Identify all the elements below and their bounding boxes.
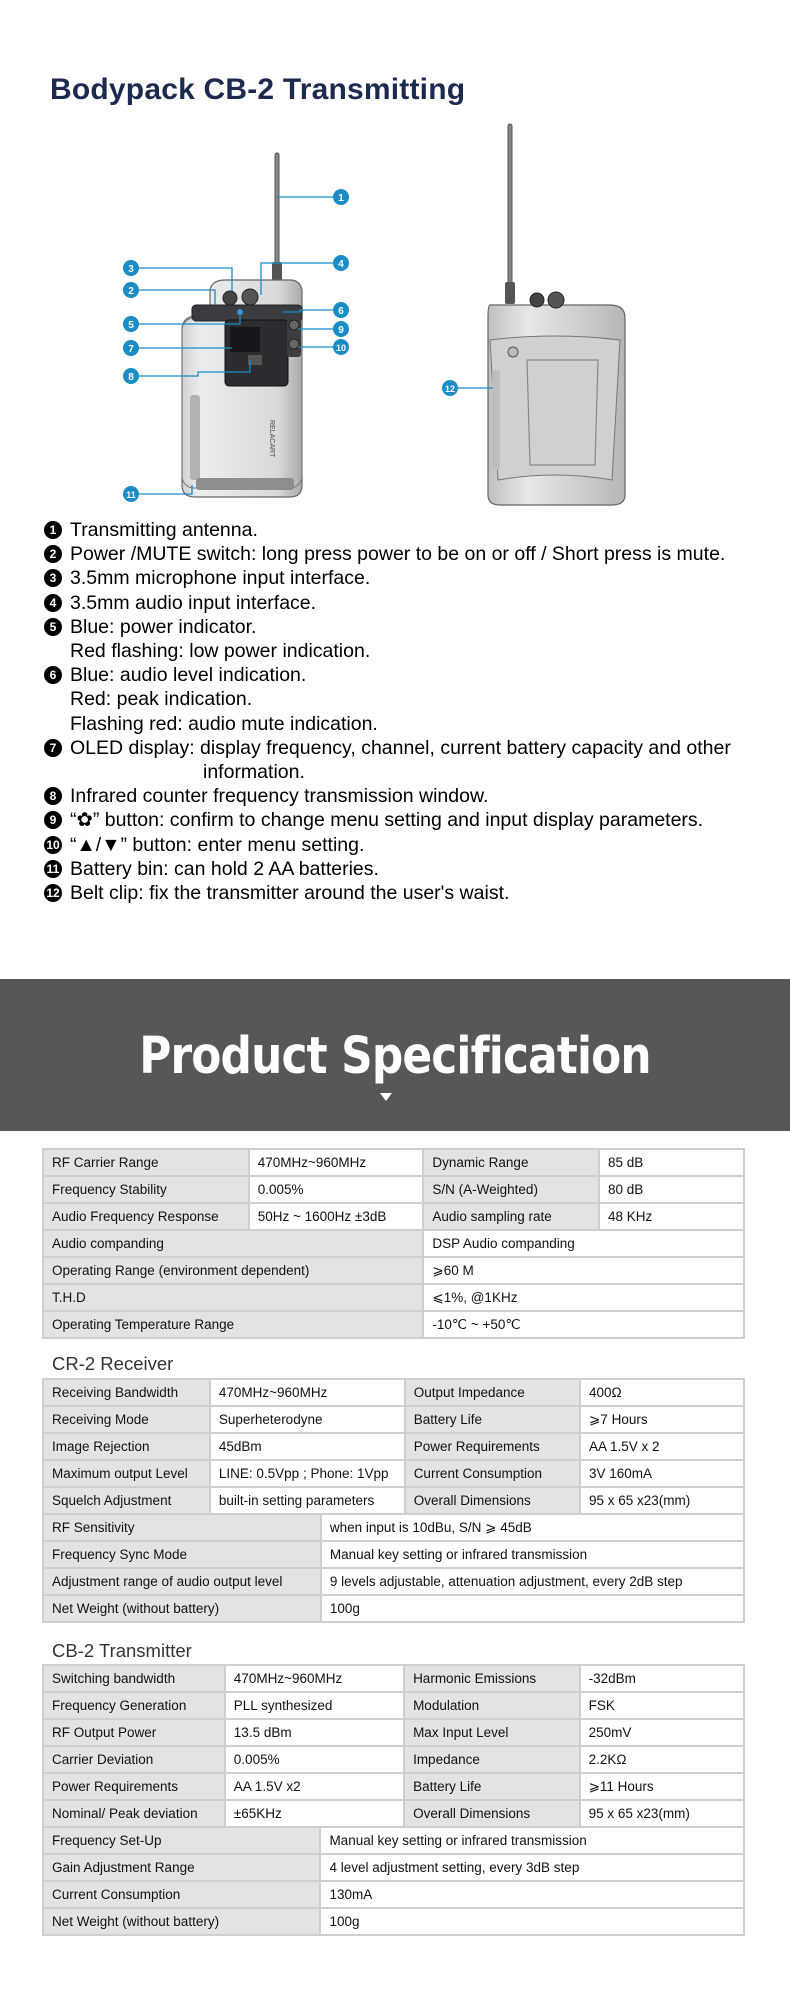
feature-item	[44, 591, 784, 615]
spec-value: ⩾7 Hours	[580, 1406, 744, 1433]
spec-row	[43, 1406, 744, 1433]
spec-row	[43, 1149, 744, 1176]
spec-row	[43, 1692, 744, 1719]
spec-label: Squelch Adjustment	[43, 1487, 210, 1514]
spec-row	[43, 1541, 744, 1568]
transmitter-section-title: CB-2 Transmitter	[52, 1640, 192, 1661]
callout-7	[123, 340, 139, 356]
transmitter-front-illustration	[182, 153, 302, 497]
spec-row	[43, 1568, 744, 1595]
feature-item	[44, 615, 784, 663]
spec-value: DSP Audio companding	[423, 1230, 744, 1257]
spec-label: Overall Dimensions	[404, 1800, 580, 1827]
feature-number-badge: 11	[44, 860, 62, 878]
spec-label: Audio companding	[43, 1230, 423, 1257]
spec-label: Impedance	[404, 1746, 580, 1773]
spec-label: Carrier Deviation	[43, 1746, 225, 1773]
feature-item	[44, 566, 784, 590]
feature-text: Red: peak indication.	[70, 688, 253, 711]
spec-label: Frequency Set-Up	[43, 1827, 320, 1854]
spec-value: 48 KHz	[599, 1203, 744, 1230]
spec-value: 95 x 65 x23(mm)	[580, 1800, 744, 1827]
feature-text: Transmitting antenna.	[70, 519, 258, 541]
spec-value: -10℃ ~ +50℃	[423, 1311, 744, 1338]
svg-text:10: 10	[335, 343, 347, 353]
spec-label: Operating Temperature Range	[43, 1311, 423, 1338]
spec-row	[43, 1719, 744, 1746]
spec-label: RF Sensitivity	[43, 1514, 321, 1541]
spec-value: 95 x 65 x23(mm)	[580, 1487, 744, 1514]
callout-5	[123, 316, 139, 332]
svg-text:9: 9	[338, 325, 344, 336]
spec-value: PLL synthesized	[225, 1692, 404, 1719]
svg-text:7: 7	[128, 344, 134, 355]
feature-item	[44, 663, 784, 736]
svg-text:4: 4	[338, 259, 344, 270]
spec-row	[43, 1800, 744, 1827]
feature-text: Blue: power indicator.	[70, 615, 257, 638]
spec-label: Adjustment range of audio output level	[43, 1568, 321, 1595]
spec-row	[43, 1203, 744, 1230]
feature-text: 3.5mm audio input interface.	[70, 591, 317, 614]
spec-value: Manual key setting or infrared transmission	[321, 1541, 744, 1568]
spec-value: AA 1.5V x2	[225, 1773, 404, 1800]
down-arrow-icon	[379, 1092, 393, 1102]
spec-value: 100g	[320, 1908, 744, 1935]
spec-value: 470MHz~960MHz	[210, 1379, 405, 1406]
spec-label: Power Requirements	[405, 1433, 580, 1460]
transmitter-spec-table	[42, 1664, 745, 1936]
spec-label: Net Weight (without battery)	[43, 1595, 321, 1622]
callout-9	[333, 321, 349, 337]
spec-value: 100g	[321, 1595, 744, 1622]
spec-label: Nominal/ Peak deviation	[43, 1800, 225, 1827]
callout-12	[442, 380, 458, 396]
spec-label: Max Input Level	[404, 1719, 580, 1746]
callout-2	[123, 282, 139, 298]
spec-label: Image Rejection	[43, 1433, 210, 1460]
spec-value: FSK	[580, 1692, 744, 1719]
spec-label: Maximum output Level	[43, 1460, 210, 1487]
feature-text: Blue: audio level indication.	[70, 664, 307, 687]
feature-number-badge: 5	[44, 618, 62, 636]
spec-row	[43, 1854, 744, 1881]
spec-label: RF Output Power	[43, 1719, 225, 1746]
spec-banner	[0, 979, 790, 1131]
callout-3	[123, 260, 139, 276]
spec-value: AA 1.5V x 2	[580, 1433, 744, 1460]
spec-value: -32dBm	[580, 1665, 744, 1692]
svg-text:8: 8	[128, 372, 134, 383]
spec-label: Frequency Sync Mode	[43, 1541, 321, 1568]
spec-value: built-in setting parameters	[210, 1487, 405, 1514]
spec-row	[43, 1665, 744, 1692]
spec-label: Audio Frequency Response	[43, 1203, 249, 1230]
spec-row	[43, 1487, 744, 1514]
svg-text:11: 11	[126, 490, 136, 500]
callout-4	[333, 255, 349, 271]
spec-value: 470MHz~960MHz	[249, 1149, 424, 1176]
feature-text: Red flashing: low power indication.	[70, 640, 371, 663]
spec-row	[43, 1595, 744, 1622]
spec-value: 3V 160mA	[580, 1460, 744, 1487]
spec-value: Manual key setting or infrared transmission	[320, 1827, 744, 1854]
spec-value: ⩾11 Hours	[580, 1773, 744, 1800]
spec-value: 250mV	[580, 1719, 744, 1746]
spec-value: 0.005%	[225, 1746, 404, 1773]
spec-row	[43, 1460, 744, 1487]
spec-row	[43, 1514, 744, 1541]
spec-value: 0.005%	[249, 1176, 424, 1203]
svg-text:12: 12	[444, 384, 456, 394]
feature-number-badge: 6	[44, 666, 62, 684]
spec-row	[43, 1827, 744, 1854]
spec-value: 45dBm	[210, 1433, 405, 1460]
system-spec-table	[42, 1148, 745, 1339]
feature-text: 3.5mm microphone input interface.	[70, 567, 371, 590]
feature-number-badge: 3	[44, 569, 62, 587]
feature-number-badge: 12	[44, 884, 62, 902]
spec-label: Audio sampling rate	[423, 1203, 599, 1230]
spec-value: 13.5 dBm	[225, 1719, 404, 1746]
feature-number-badge: 2	[44, 545, 62, 563]
svg-text:2: 2	[128, 286, 134, 297]
spec-label: Battery Life	[405, 1406, 580, 1433]
feature-text: Power /MUTE switch: long press power to be on or off / Short press is mute.	[70, 543, 726, 566]
feature-number-badge: 1	[44, 521, 62, 539]
spec-label: Battery Life	[404, 1773, 580, 1800]
feature-text: Infrared counter frequency transmission window.	[70, 785, 489, 808]
spec-label: Gain Adjustment Range	[43, 1854, 320, 1881]
spec-label: Overall Dimensions	[405, 1487, 580, 1514]
feature-number-badge: 4	[44, 594, 62, 612]
callout-8	[123, 368, 139, 384]
feature-text: “▲/▼” button: enter menu setting.	[70, 833, 365, 856]
spec-value: Superheterodyne	[210, 1406, 405, 1433]
spec-row	[43, 1746, 744, 1773]
feature-number-badge: 9	[44, 811, 62, 829]
page-title: Bodypack CB-2 Transmitting	[50, 73, 466, 106]
brand-logo: RELACART	[268, 420, 275, 458]
spec-value: 2.2KΩ	[580, 1746, 744, 1773]
spec-value: 130mA	[320, 1881, 744, 1908]
receiver-spec-table	[42, 1378, 745, 1623]
spec-value: 400Ω	[580, 1379, 744, 1406]
spec-value: ±65KHz	[225, 1800, 404, 1827]
spec-row	[43, 1379, 744, 1406]
spec-label: S/N (A-Weighted)	[423, 1176, 599, 1203]
transmitter-back-illustration	[488, 124, 625, 505]
spec-row	[43, 1176, 744, 1203]
spec-label: Harmonic Emissions	[404, 1665, 580, 1692]
feature-item	[44, 542, 784, 566]
spec-row	[43, 1881, 744, 1908]
feature-item	[44, 857, 784, 881]
product-diagram	[0, 110, 790, 510]
spec-value: 470MHz~960MHz	[225, 1665, 404, 1692]
feature-number-badge: 10	[44, 836, 62, 854]
banner-title: Product Specification	[139, 1027, 651, 1086]
spec-label: Current Consumption	[405, 1460, 580, 1487]
svg-text:6: 6	[338, 306, 344, 317]
spec-value: ⩽1%, @1KHz	[423, 1284, 744, 1311]
spec-label: Power Requirements	[43, 1773, 225, 1800]
spec-label: T.H.D	[43, 1284, 423, 1311]
spec-label: Output Impedance	[405, 1379, 580, 1406]
feature-item	[44, 784, 784, 808]
spec-label: Frequency Generation	[43, 1692, 225, 1719]
spec-value: LINE: 0.5Vpp ; Phone: 1Vpp	[210, 1460, 405, 1487]
feature-item	[44, 518, 784, 542]
spec-label: Frequency Stability	[43, 1176, 249, 1203]
antenna	[275, 153, 279, 278]
spec-value: 80 dB	[599, 1176, 744, 1203]
spec-value: ⩾60 M	[423, 1257, 744, 1284]
spec-row	[43, 1257, 744, 1284]
spec-row	[43, 1773, 744, 1800]
feature-item	[44, 833, 784, 857]
feature-number-badge: 7	[44, 739, 62, 757]
spec-value: 4 level adjustment setting, every 3dB step	[320, 1854, 744, 1881]
feature-item	[44, 808, 784, 832]
spec-label: RF Carrier Range	[43, 1149, 249, 1176]
callout-6	[333, 302, 349, 318]
spec-label: Receiving Bandwidth	[43, 1379, 210, 1406]
spec-row	[43, 1908, 744, 1935]
feature-text: “✿” button: confirm to change menu setting and input display parameters.	[70, 809, 704, 832]
spec-row	[43, 1433, 744, 1460]
spec-label: Dynamic Range	[423, 1149, 599, 1176]
spec-label: Switching bandwidth	[43, 1665, 225, 1692]
feature-item	[44, 881, 784, 905]
spec-value: 9 levels adjustable, attenuation adjustment, every 2dB step	[321, 1568, 744, 1595]
receiver-section-title: CR-2 Receiver	[52, 1353, 174, 1374]
feature-item	[44, 736, 784, 784]
callout-11	[123, 486, 139, 502]
feature-text: Belt clip: fix the transmitter around the user's waist.	[70, 882, 510, 905]
feature-text: Battery bin: can hold 2 AA batteries.	[70, 857, 379, 880]
spec-row	[43, 1311, 744, 1338]
callout-1	[333, 189, 349, 205]
spec-label: Receiving Mode	[43, 1406, 210, 1433]
feature-text: information.	[203, 761, 305, 784]
spec-value: 85 dB	[599, 1149, 744, 1176]
spec-label: Current Consumption	[43, 1881, 320, 1908]
svg-text:3: 3	[128, 264, 134, 275]
spec-label: Operating Range (environment dependent)	[43, 1257, 423, 1284]
svg-text:1: 1	[338, 193, 344, 204]
svg-text:5: 5	[128, 320, 134, 331]
feature-text: Flashing red: audio mute indication.	[70, 712, 378, 735]
callout-10	[333, 339, 349, 355]
spec-row	[43, 1284, 744, 1311]
spec-label: Modulation	[404, 1692, 580, 1719]
spec-row	[43, 1230, 744, 1257]
spec-value: when input is 10dBu, S/N ⩾ 45dB	[321, 1514, 744, 1541]
feature-text: OLED display: display frequency, channel, current battery capacity and other	[70, 736, 731, 759]
feature-list	[44, 518, 784, 905]
feature-number-badge: 8	[44, 787, 62, 805]
spec-value: 50Hz ~ 1600Hz ±3dB	[249, 1203, 424, 1230]
spec-label: Net Weight (without battery)	[43, 1908, 320, 1935]
